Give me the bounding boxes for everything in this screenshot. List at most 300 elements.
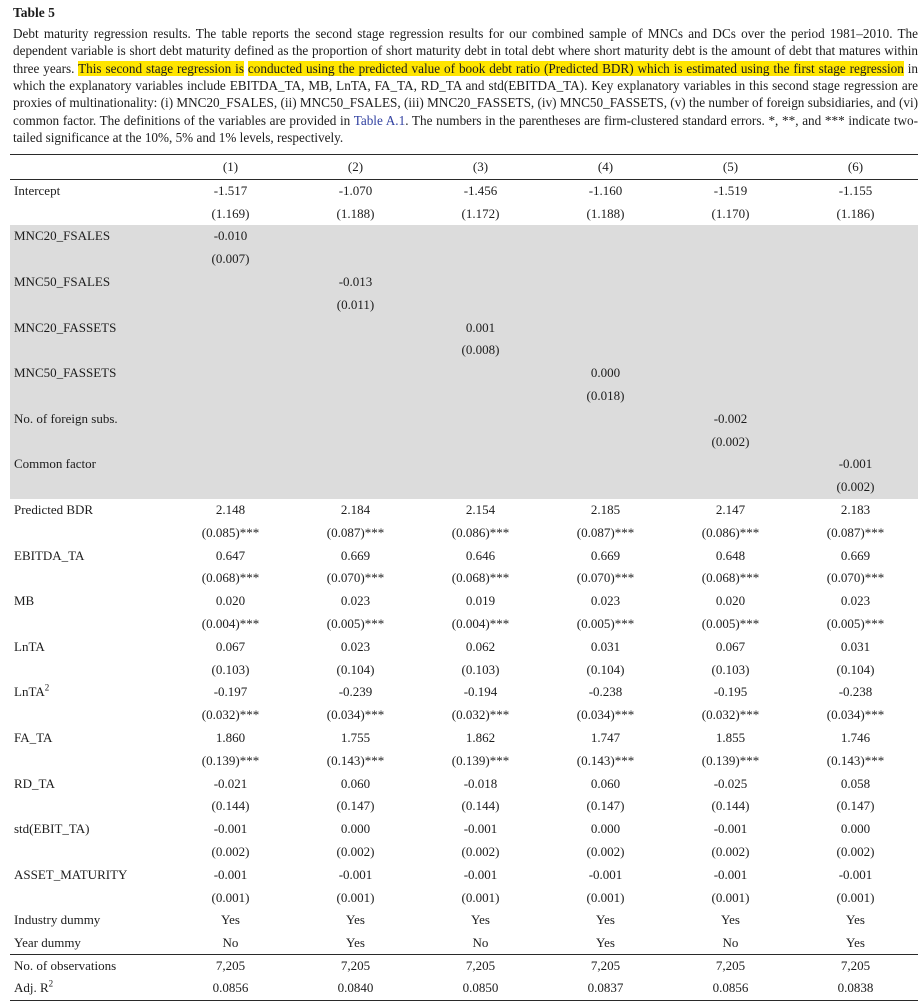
value-cell: (0.004)*** — [451, 615, 510, 631]
column-header: (1) — [168, 155, 293, 180]
table-row — [10, 772, 918, 795]
value-cell — [668, 293, 793, 316]
row-label — [10, 841, 168, 864]
highlighted-text: This second stage regression is — [78, 60, 244, 76]
table-row — [10, 818, 918, 841]
value-cell: (0.139)*** — [201, 752, 260, 768]
value-cell — [293, 453, 418, 476]
caption-text: Debt maturity regression results. The table reports the second stage regression results for our combined sample of MNCs and DCs over the period 1981–2010. The dependent variable is short debt maturity defined as the proportion of short maturity debt in total debt where short maturity debt is the amount of debt that matures within three years. — [13, 26, 918, 76]
caption-text: in which the explanatory variables include EBITDA_TA, MB, LnTA, FA_TA, RD_TA and std(EBITDA_TA). Key explanatory variables in this second stage regression are proxies of multinationality: (i) MNC20_FSALES, (ii) MNC50_FSALES, (iii) MNC20_FASSETS, (iv) MNC50_FASSETS, (v) the number of foreign subsidiaries, and (vi) common factor. The definitions of the variables are provided in — [13, 60, 918, 128]
value-cell: -0.021 — [213, 775, 248, 791]
value-cell: 2.147 — [715, 501, 746, 517]
row-label — [10, 521, 168, 544]
value-cell: 7,205 — [793, 955, 918, 978]
value-cell: Yes — [721, 912, 740, 928]
value-cell: -0.001 — [463, 866, 498, 882]
value-cell: (0.002) — [836, 843, 875, 859]
table-row — [10, 567, 918, 590]
value-cell: 1.755 — [340, 729, 371, 745]
row-label: LnTA — [14, 638, 45, 654]
table-row — [10, 658, 918, 681]
value-cell: 0.0850 — [462, 980, 499, 996]
value-cell: (1.186) — [836, 205, 875, 221]
value-cell: (0.002) — [211, 843, 250, 859]
value-cell: (0.001) — [836, 889, 875, 905]
value-cell — [418, 430, 543, 453]
value-cell: -0.001 — [213, 866, 248, 882]
value-cell — [543, 339, 668, 362]
value-cell: (0.143)*** — [326, 752, 385, 768]
value-cell: 2.183 — [840, 501, 871, 517]
value-cell: -0.002 — [713, 410, 748, 426]
value-cell: (0.068)*** — [701, 570, 760, 586]
value-cell: 7,205 — [418, 955, 543, 978]
row-label — [10, 385, 168, 408]
row-label — [10, 248, 168, 271]
table-caption — [13, 25, 918, 146]
value-cell: No — [472, 934, 489, 950]
value-cell: (0.005)*** — [826, 615, 885, 631]
value-cell — [168, 453, 293, 476]
value-cell: 0.067 — [715, 638, 746, 654]
value-cell: (0.103) — [211, 661, 250, 677]
value-cell: 0.646 — [465, 547, 496, 563]
table-row — [10, 293, 918, 316]
value-cell: -0.001 — [463, 821, 498, 837]
value-cell: 2.148 — [215, 501, 246, 517]
table-row — [10, 841, 918, 864]
value-cell: 0.031 — [590, 638, 621, 654]
table-row — [10, 271, 918, 294]
value-cell: 7,205 — [293, 955, 418, 978]
value-cell: (0.070)*** — [826, 570, 885, 586]
value-cell — [668, 476, 793, 499]
value-cell: Yes — [596, 934, 615, 950]
value-cell: -0.001 — [713, 821, 748, 837]
row-label: ASSET_MATURITY — [14, 866, 128, 882]
value-cell — [293, 476, 418, 499]
table-row — [10, 476, 918, 499]
row-label: RD_TA — [14, 775, 55, 791]
value-cell: (0.147) — [586, 798, 625, 814]
value-cell: Yes — [846, 912, 865, 928]
row-label — [10, 430, 168, 453]
value-cell — [168, 339, 293, 362]
row-label: LnTA$^2$ — [14, 683, 50, 700]
value-cell: Yes — [471, 912, 490, 928]
table-row — [10, 749, 918, 772]
row-label: Year dummy — [14, 934, 81, 950]
row-label: Intercept — [14, 183, 61, 199]
value-cell — [668, 271, 793, 294]
value-cell — [668, 225, 793, 248]
row-label — [10, 202, 168, 225]
row-label — [10, 795, 168, 818]
value-cell — [793, 316, 918, 339]
row-label — [10, 658, 168, 681]
value-cell: (1.170) — [711, 205, 750, 221]
value-cell: (0.034)*** — [326, 707, 385, 723]
value-cell — [418, 271, 543, 294]
value-cell: Yes — [596, 912, 615, 928]
value-cell: 0.058 — [840, 775, 871, 791]
table-row — [10, 225, 918, 248]
row-label — [10, 613, 168, 636]
value-cell — [793, 225, 918, 248]
value-cell: 1.746 — [840, 729, 871, 745]
table-row — [10, 704, 918, 727]
row-label: MNC50_FASSETS — [14, 365, 117, 381]
row-label: Common factor — [14, 456, 96, 472]
table-row — [10, 248, 918, 271]
row-label: MNC20_FASSETS — [14, 319, 117, 335]
value-cell — [418, 225, 543, 248]
value-cell: (0.147) — [336, 798, 375, 814]
row-label: MNC50_FSALES — [14, 273, 111, 289]
value-cell — [793, 293, 918, 316]
value-cell: 0.023 — [340, 638, 371, 654]
value-cell: -0.001 — [838, 456, 873, 472]
value-cell: (0.087)*** — [326, 524, 385, 540]
value-cell: 0.669 — [840, 547, 871, 563]
column-header: (3) — [418, 155, 543, 180]
value-cell: 0.000 — [340, 821, 371, 837]
highlighted-text: conducted using the predicted value of book debt ratio (Predicted BDR) which is estimated using the first stage regression — [247, 60, 904, 76]
row-label-header — [10, 155, 168, 180]
value-cell: 1.855 — [715, 729, 746, 745]
value-cell: (0.086)*** — [451, 524, 510, 540]
value-cell: -0.238 — [838, 684, 873, 700]
row-label: MB — [14, 593, 35, 609]
table-row — [10, 339, 918, 362]
value-cell — [543, 430, 668, 453]
row-label: No. of foreign subs. — [14, 410, 118, 426]
table-row — [10, 544, 918, 567]
value-cell — [168, 407, 293, 430]
value-cell — [668, 453, 793, 476]
value-cell: (0.002) — [836, 479, 875, 495]
value-cell: 0.067 — [215, 638, 246, 654]
table-row — [10, 613, 918, 636]
value-cell — [543, 293, 668, 316]
value-cell: 1.860 — [215, 729, 246, 745]
value-cell: 1.747 — [590, 729, 621, 745]
value-cell: (0.087)*** — [576, 524, 635, 540]
row-label: Adj. $R^2$ — [14, 979, 54, 996]
value-cell: (0.032)*** — [201, 707, 260, 723]
value-cell: (0.032)*** — [451, 707, 510, 723]
value-cell: No — [222, 934, 239, 950]
value-cell: (0.144) — [211, 798, 250, 814]
value-cell: 0.020 — [215, 593, 246, 609]
column-header: (4) — [543, 155, 668, 180]
value-cell — [543, 476, 668, 499]
value-cell: 0.000 — [840, 821, 871, 837]
value-cell: -0.238 — [588, 684, 623, 700]
value-cell: (0.001) — [461, 889, 500, 905]
value-cell — [793, 362, 918, 385]
table-row — [10, 521, 918, 544]
value-cell — [543, 271, 668, 294]
value-cell — [668, 248, 793, 271]
value-cell — [543, 407, 668, 430]
value-cell: 0.0838 — [837, 980, 874, 996]
value-cell — [543, 248, 668, 271]
row-label: Industry dummy — [14, 912, 101, 928]
value-cell: 0.648 — [715, 547, 746, 563]
row-label — [10, 567, 168, 590]
regression-table — [10, 154, 918, 1000]
value-cell: (1.172) — [461, 205, 500, 221]
value-cell — [293, 385, 418, 408]
table-row — [10, 362, 918, 385]
value-cell: 2.185 — [590, 501, 621, 517]
value-cell: (0.104) — [336, 661, 375, 677]
value-cell — [668, 362, 793, 385]
value-cell: (0.008) — [461, 342, 500, 358]
value-cell: (0.002) — [711, 843, 750, 859]
value-cell: (0.001) — [336, 889, 375, 905]
value-cell: (0.018) — [586, 387, 625, 403]
value-cell: (0.086)*** — [701, 524, 760, 540]
row-label — [10, 749, 168, 772]
value-cell: (0.139)*** — [701, 752, 760, 768]
row-label: MNC20_FSALES — [14, 228, 111, 244]
value-cell: Yes — [346, 934, 365, 950]
value-cell — [293, 407, 418, 430]
value-cell: -0.013 — [338, 273, 373, 289]
value-cell: -0.018 — [463, 775, 498, 791]
row-label — [10, 476, 168, 499]
value-cell: 0.023 — [840, 593, 871, 609]
value-cell — [168, 271, 293, 294]
value-cell: -0.001 — [588, 866, 623, 882]
table-row — [10, 909, 918, 932]
value-cell: 0.060 — [590, 775, 621, 791]
value-cell: -0.001 — [338, 866, 373, 882]
value-cell: 2.154 — [465, 501, 496, 517]
value-cell: (0.005)*** — [576, 615, 635, 631]
row-label: No. of observations — [10, 955, 168, 978]
table-title: Table 5 — [13, 5, 55, 20]
value-cell: Yes — [221, 912, 240, 928]
value-cell — [293, 316, 418, 339]
table-row — [10, 955, 918, 978]
value-cell — [543, 225, 668, 248]
value-cell — [793, 248, 918, 271]
value-cell — [793, 339, 918, 362]
value-cell — [793, 407, 918, 430]
value-cell — [543, 453, 668, 476]
value-cell: (0.147) — [836, 798, 875, 814]
value-cell: (0.068)*** — [201, 570, 260, 586]
value-cell — [418, 362, 543, 385]
value-cell: 1.862 — [465, 729, 496, 745]
value-cell: (0.032)*** — [701, 707, 760, 723]
value-cell: -1.155 — [838, 183, 873, 199]
value-cell — [168, 316, 293, 339]
column-header: (2) — [293, 155, 418, 180]
table-header-row — [10, 155, 918, 180]
value-cell: 0.020 — [715, 593, 746, 609]
value-cell: Yes — [346, 912, 365, 928]
value-cell: (0.011) — [336, 296, 375, 312]
value-cell — [168, 362, 293, 385]
value-cell: 7,205 — [168, 955, 293, 978]
value-cell: (0.070)*** — [326, 570, 385, 586]
value-cell — [668, 316, 793, 339]
value-cell: (0.002) — [586, 843, 625, 859]
value-cell: 0.647 — [215, 547, 246, 563]
value-cell: (1.188) — [336, 205, 375, 221]
value-cell: -1.456 — [463, 183, 498, 199]
value-cell: 0.060 — [340, 775, 371, 791]
value-cell: 0.000 — [590, 821, 621, 837]
value-cell: 0.000 — [590, 365, 621, 381]
row-label: FA_TA — [14, 729, 53, 745]
value-cell — [168, 430, 293, 453]
table-row — [10, 681, 918, 704]
value-cell: -0.025 — [713, 775, 748, 791]
column-header: (5) — [668, 155, 793, 180]
value-cell: (0.070)*** — [576, 570, 635, 586]
value-cell: 7,205 — [543, 955, 668, 978]
value-cell: (0.001) — [586, 889, 625, 905]
value-cell: (0.103) — [461, 661, 500, 677]
value-cell — [793, 430, 918, 453]
value-cell: 0.062 — [465, 638, 496, 654]
table-row — [10, 499, 918, 522]
value-cell — [293, 339, 418, 362]
value-cell — [168, 293, 293, 316]
table-row — [10, 453, 918, 476]
value-cell: (0.104) — [586, 661, 625, 677]
value-cell: 0.669 — [590, 547, 621, 563]
value-cell — [668, 385, 793, 408]
value-cell: 0.0837 — [587, 980, 624, 996]
table-row — [10, 179, 918, 202]
value-cell: (0.001) — [711, 889, 750, 905]
caption-text: . The numbers in the parentheses are firm-clustered standard errors. *, **, and *** indicate two-tailed significance at the 10%, 5% and 1% levels, respectively. — [13, 112, 918, 146]
value-cell: -0.010 — [213, 228, 248, 244]
value-cell: 0.0840 — [337, 980, 374, 996]
row-label: EBITDA_TA — [14, 547, 85, 563]
value-cell: -1.070 — [338, 183, 373, 199]
value-cell — [293, 362, 418, 385]
value-cell: -0.239 — [338, 684, 373, 700]
value-cell: 2.184 — [340, 501, 371, 517]
value-cell: (0.103) — [711, 661, 750, 677]
value-cell: (0.002) — [461, 843, 500, 859]
value-cell: (0.034)*** — [576, 707, 635, 723]
value-cell — [418, 248, 543, 271]
value-cell: 0.019 — [465, 593, 496, 609]
table-row — [10, 635, 918, 658]
table-row — [10, 977, 918, 1000]
value-cell: 0.031 — [840, 638, 871, 654]
value-cell: Yes — [846, 934, 865, 950]
value-cell: (0.144) — [711, 798, 750, 814]
value-cell: (0.068)*** — [451, 570, 510, 586]
value-cell — [168, 476, 293, 499]
value-cell — [293, 430, 418, 453]
value-cell: (1.169) — [211, 205, 250, 221]
value-cell — [418, 385, 543, 408]
value-cell: -0.195 — [713, 684, 748, 700]
value-cell: (0.085)*** — [201, 524, 260, 540]
value-cell — [793, 385, 918, 408]
value-cell: (0.087)*** — [826, 524, 885, 540]
value-cell — [418, 453, 543, 476]
value-cell: 7,205 — [668, 955, 793, 978]
value-cell: -0.001 — [213, 821, 248, 837]
value-cell: (0.144) — [461, 798, 500, 814]
value-cell: -0.197 — [213, 684, 248, 700]
value-cell: (1.188) — [586, 205, 625, 221]
table-row — [10, 590, 918, 613]
value-cell: -1.160 — [588, 183, 623, 199]
table-row — [10, 316, 918, 339]
value-cell: 0.669 — [340, 547, 371, 563]
value-cell: (0.007) — [211, 251, 250, 267]
value-cell — [293, 225, 418, 248]
value-cell: -1.519 — [713, 183, 748, 199]
table-row — [10, 430, 918, 453]
table-row — [10, 795, 918, 818]
value-cell — [418, 476, 543, 499]
value-cell: 0.023 — [340, 593, 371, 609]
value-cell: 0.001 — [465, 319, 496, 335]
value-cell: (0.004)*** — [201, 615, 260, 631]
table-row — [10, 407, 918, 430]
row-label — [10, 886, 168, 909]
row-label — [10, 704, 168, 727]
value-cell — [293, 248, 418, 271]
value-cell: (0.143)*** — [576, 752, 635, 768]
value-cell — [793, 271, 918, 294]
table-row — [10, 932, 918, 955]
value-cell: (0.005)*** — [326, 615, 385, 631]
table-a1-link[interactable]: Table A.1 — [353, 112, 406, 128]
value-cell — [418, 293, 543, 316]
value-cell — [168, 385, 293, 408]
table-row — [10, 886, 918, 909]
value-cell: (0.002) — [711, 433, 750, 449]
value-cell: (0.001) — [211, 889, 250, 905]
column-header: (6) — [793, 155, 918, 180]
value-cell — [418, 407, 543, 430]
value-cell: No — [722, 934, 739, 950]
value-cell: (0.002) — [336, 843, 375, 859]
value-cell: -0.001 — [838, 866, 873, 882]
value-cell: (0.143)*** — [826, 752, 885, 768]
table-row — [10, 727, 918, 750]
table-row — [10, 385, 918, 408]
row-label — [10, 339, 168, 362]
value-cell: (0.005)*** — [701, 615, 760, 631]
value-cell: -1.517 — [213, 183, 248, 199]
value-cell: -0.001 — [713, 866, 748, 882]
row-label — [10, 293, 168, 316]
value-cell: 0.0856 — [712, 980, 749, 996]
row-label: Predicted BDR — [14, 501, 94, 517]
row-label: std(EBIT_TA) — [14, 821, 90, 837]
table-row — [10, 863, 918, 886]
value-cell: 0.023 — [590, 593, 621, 609]
table-row — [10, 202, 918, 225]
value-cell — [668, 339, 793, 362]
value-cell: 0.0856 — [212, 980, 249, 996]
